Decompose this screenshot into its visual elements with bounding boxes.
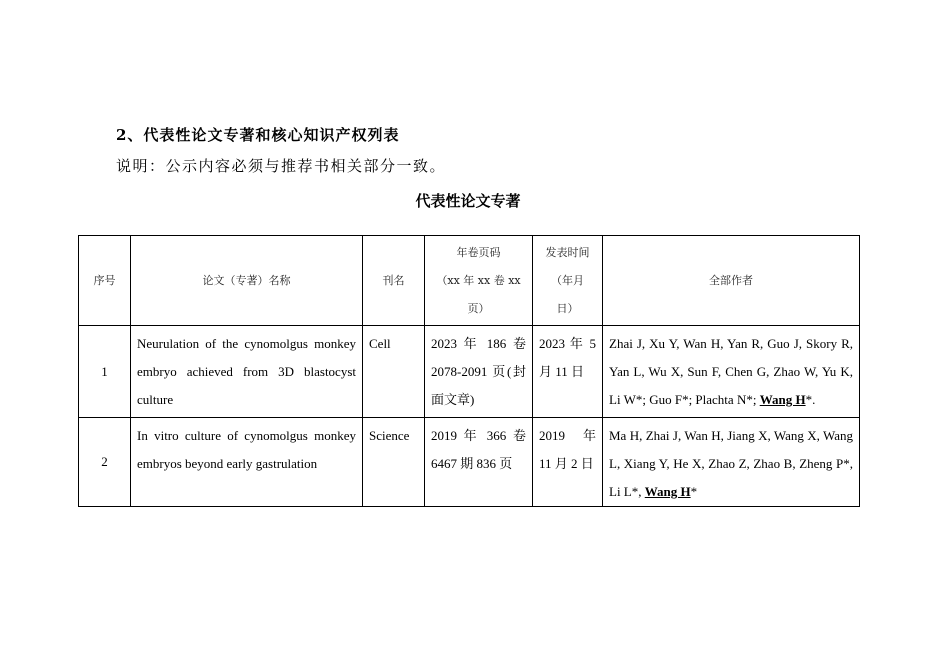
row-index: 2 (79, 418, 131, 507)
header-volume-line3: 页） (467, 301, 490, 315)
row-journal: Science (363, 418, 425, 507)
section-note: 说明：公示内容必须与推荐书相关部分一致。 (116, 157, 447, 175)
table-header-row (79, 236, 860, 326)
header-volume-line2: （xx 年 xx 卷 xx (436, 273, 521, 287)
highlighted-author: Wang H (644, 484, 691, 499)
row-authors (603, 326, 860, 418)
authors-suffix: * (690, 484, 698, 499)
row-journal: Cell (363, 326, 425, 418)
authors-list: Ma H, Zhai J, Wan H, Jiang X, Wang X, Wang L, Xiang Y, He X, Zhao Z, Zhao B, Zheng P*, Li L*, (609, 428, 853, 499)
row-volume: 2019 年 366 卷 6467 期 836 页 (425, 418, 533, 507)
row-paper-name: Neurulation of the cynomolgus monkey embryo achieved from 3D blastocyst culture (131, 326, 363, 418)
table-row (79, 418, 860, 507)
highlighted-author: Wang H (759, 392, 806, 407)
header-index: 序号 (79, 236, 131, 326)
row-date: 2019 年 11 月 2 日 (533, 418, 603, 507)
header-volume-line1: 年卷页码 (456, 245, 501, 259)
row-volume: 2023 年 186 卷 2078-2091 页(封面文章) (425, 326, 533, 418)
header-date (533, 236, 603, 326)
authors-suffix: *. (805, 392, 816, 407)
header-journal: 刊名 (363, 236, 425, 326)
header-name: 论文（专著）名称 (131, 236, 363, 326)
header-date-line1: 发表时间 (545, 245, 590, 259)
row-index: 1 (79, 326, 131, 418)
header-date-line3: 日） (556, 301, 579, 315)
row-date: 2023 年 5 月 11 日 (533, 326, 603, 418)
row-paper-name: In vitro culture of cynomolgus monkey embryos beyond early gastrulation (131, 418, 363, 507)
papers-table (78, 235, 860, 507)
header-date-line2: （年月 (551, 273, 584, 287)
table-title: 代表性论文专著 (415, 192, 521, 210)
authors-list: Zhai J, Xu Y, Wan H, Yan R, Guo J, Skory R, Yan L, Wu X, Sun F, Chen G, Zhao W, Yu K, Li W*; Guo F*; Plachta N*; (609, 336, 853, 407)
table-row (79, 326, 860, 418)
header-authors: 全部作者 (603, 236, 860, 326)
header-volume (425, 236, 533, 326)
section-heading: 2、代表性论文专著和核心知识产权列表 (116, 126, 400, 144)
row-authors (603, 418, 860, 507)
